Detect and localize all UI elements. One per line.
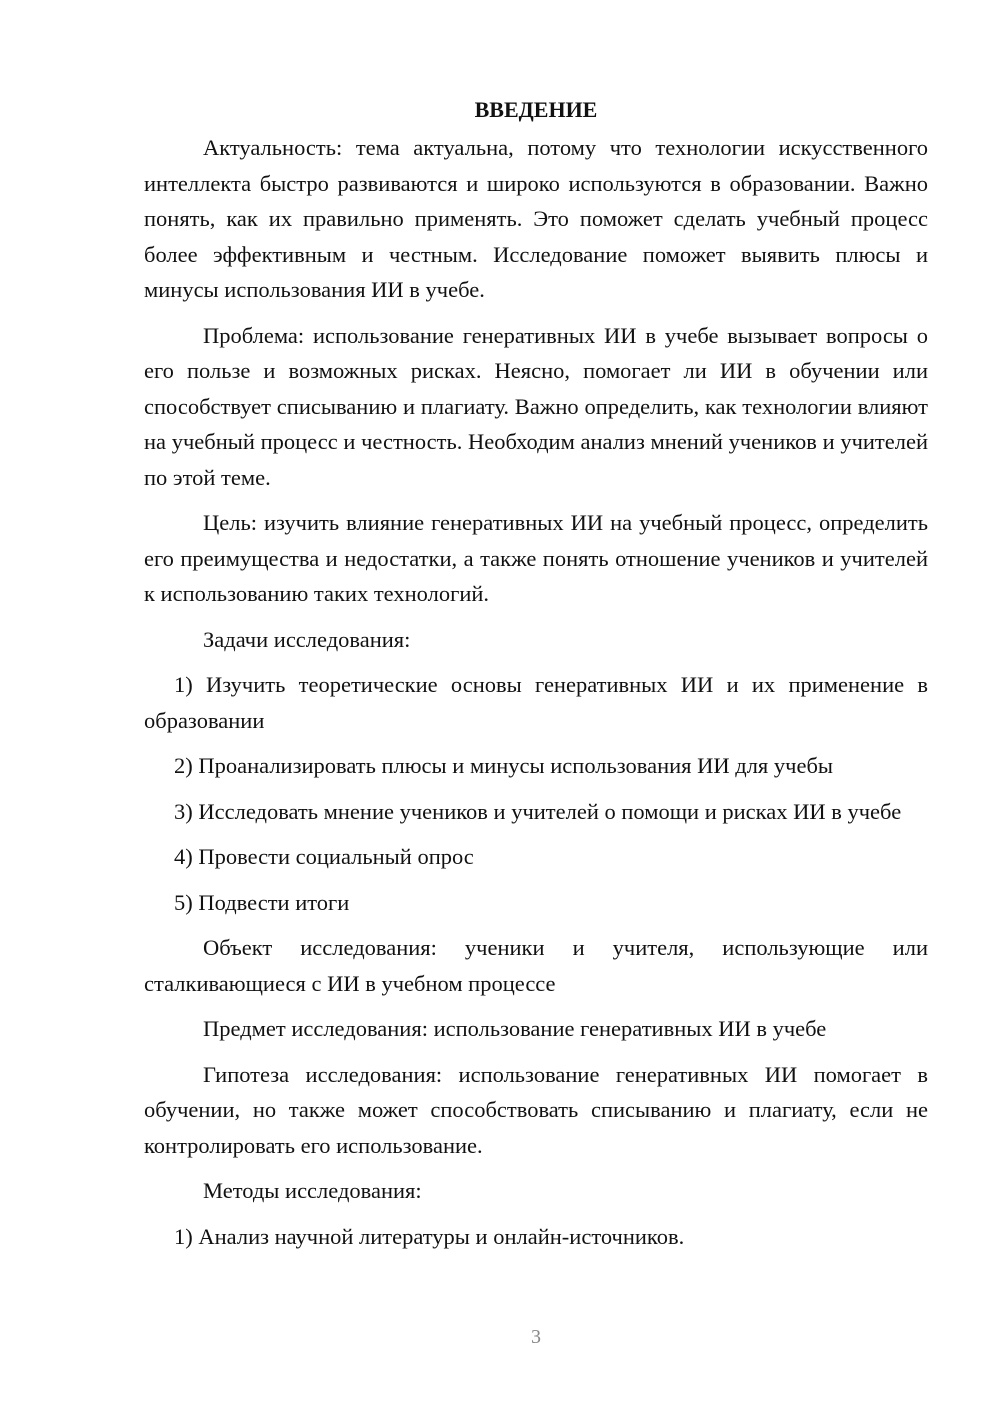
task-item: 4) Провести социальный опрос	[174, 844, 474, 869]
problem-paragraph: Проблема: использование генеративных ИИ в учебе вызывает вопросы о его пользе и возможных рисках. Неясно, помогает ли ИИ в обучении или способствует списыванию и плагиату. Важно определить, как технологии влияют на учебный процесс и честность. Необходим анализ мнений учеников и учителей по этой теме.	[144, 322, 928, 490]
method-item: 1) Анализ научной литературы и онлайн-источников.	[174, 1223, 685, 1249]
subject-paragraph: Предмет исследования: использование генеративных ИИ в учебе	[203, 1016, 827, 1041]
hypothesis-paragraph: Гипотеза исследования: использование генеративных ИИ помогает в обучении, но также может способствовать списыванию и плагиату, если не контролировать его использование.	[144, 1061, 928, 1158]
object-paragraph: Объект исследования: ученики и учителя, использующие или сталкивающиеся с ИИ в учебном процессе	[144, 935, 928, 996]
relevance-paragraph: Актуальность: тема актуальна, потому что технологии искусственного интеллекта быстро развиваются и широко используются в образовании. Важно понять, как их правильно применять. Это поможет сделать учебный процесс более эффективным и честным. Исследование поможет выявить плюсы и минусы использования ИИ в учебе.	[144, 135, 928, 302]
tasks-heading: Задачи исследования:	[203, 626, 411, 652]
task-item: 5) Подвести итоги	[174, 889, 350, 915]
task-item: 2) Проанализировать плюсы и минусы использования ИИ для учебы	[174, 753, 834, 778]
section-title: ВВЕДЕНИЕ	[474, 97, 598, 122]
task-item: 3) Исследовать мнение учеников и учителей о помощи и рисках ИИ в учебе	[174, 798, 902, 824]
methods-heading: Методы исследования:	[203, 1178, 422, 1203]
page-content	[144, 92, 928, 1264]
task-item: 1) Изучить теоретические основы генеративных ИИ и их применение в образовании	[144, 672, 928, 733]
page-number: 3	[531, 1326, 541, 1348]
goal-paragraph: Цель: изучить влияние генеративных ИИ на учебный процесс, определить его преимущества и недостатки, а также понять отношение учеников и учителей к использованию таких технологий.	[144, 510, 928, 606]
